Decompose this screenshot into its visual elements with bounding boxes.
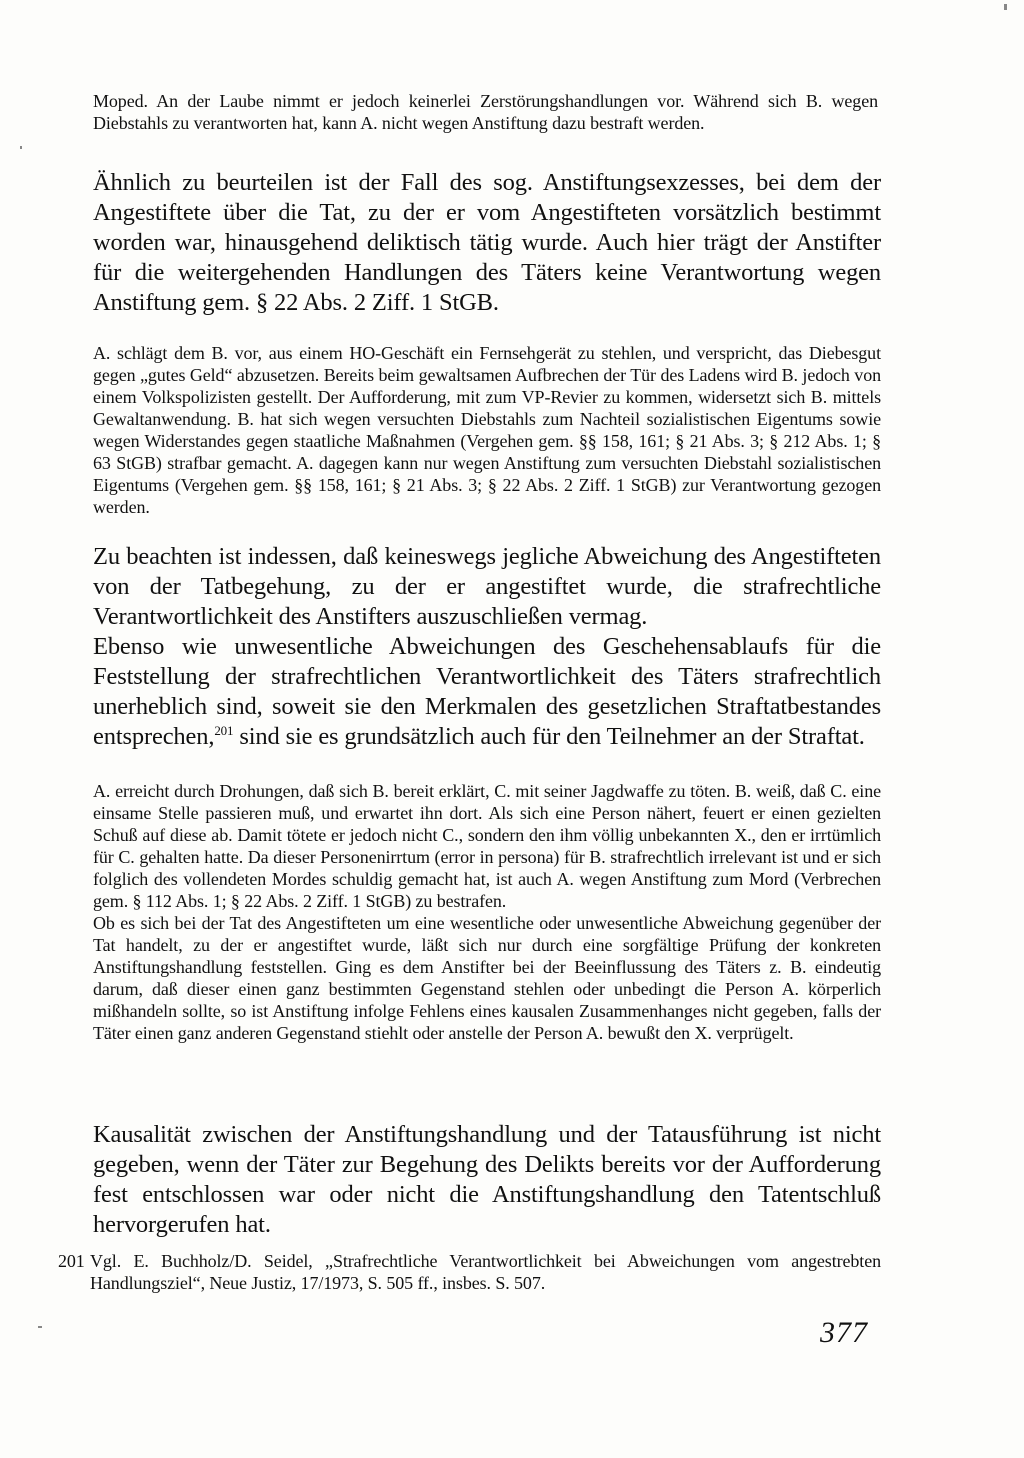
main-paragraph-3: Kausalität zwischen der Anstiftungshandlung und der Tatausführung ist nicht gegeben, wenn der Täter zur Begehung des Delikts bereits vor der Aufforderung fest entschlossen war oder nicht die Anstiftungshandlung den Tatentschluß hervorgerufen hat. — [93, 1121, 881, 1238]
scan-speck — [20, 146, 22, 149]
main-paragraph-1: Ähnlich zu beurteilen ist der Fall des sog. Anstiftungsexzesses, bei dem der Angestiftete über die Tat, zu der er vom Angestifteten vorsätzlich bestimmt worden war, hinausgehend deliktisch tätig wurde. Auch hier trägt der Anstifter für die weitergehenden Handlungen des Täters keine Verantwortung wegen Anstiftung gem. § 22 Abs. 2 Ziff. 1 StGB. — [93, 169, 881, 316]
example-paragraph-2b: Ob es sich bei der Tat des Angestifteten um eine wesentliche oder unwesentliche Abweichung gegenüber der Tat handelt, zu der er angestiftet wurde, läßt sich nur durch eine sorgfältige Prüfung der konkreten Anstiftungshandlung feststellen. Ging es dem Anstifter bei der Beeinflussung des Täters z. B. eindeutig darum, daß dieser einen ganz bestimmten Gegenstand stehlen oder unbedingt die Person A. körperlich mißhandeln sollte, so ist Anstiftung infolge Fehlens eines kausalen Zusammenhanges nicht gegeben, falls der Täter einen ganz anderen Gegenstand stiehlt oder anstelle der Person A. bewußt den X. verprügelt. — [93, 913, 881, 1043]
example-paragraph-2 — [93, 780, 881, 1044]
intro-example-text: Moped. An der Laube nimmt er jedoch keinerlei Zerstörungshandlungen vor. Während sich B. wegen Diebstahls zu verantworten hat, kann A. nicht wegen Anstiftung dazu bestraft werden. — [93, 91, 878, 133]
example-paragraph-2a: A. erreicht durch Drohungen, daß sich B. bereit erklärt, C. mit seiner Jagdwaffe zu töten. B. weiß, daß C. eine einsame Stelle passieren muß, und erwartet ihn dort. Als sich eine Person nähert, feuert er einen gezielten Schuß auf diese ab. Damit tötete er jedoch nicht C., sondern den ihm völlig unbekannten X., den er irrtümlich für C. gehalten hatte. Da dieser Personenirrtum (error in persona) für B. strafrechtlich irrelevant ist und er sich folglich des vollendeten Mordes schuldig gemacht hat, ist auch A. wegen Anstiftung zum Mord (Verbrechen gem. § 112 Abs. 1; § 22 Abs. 2 Ziff. 1 StGB) zu bestrafen. — [93, 781, 881, 911]
example-paragraph-1: A. schlägt dem B. vor, aus einem HO-Geschäft ein Fernsehgerät zu stehlen, und verspricht, das Diebesgut gegen „gutes Geld“ abzusetzen. Bereits beim gewaltsamen Aufbrechen der Tür des Ladens wird B. jedoch von einem Volkspolizisten gestellt. Der Aufforderung, mit zum VP-Revier zu kommen, widersetzt sich B. mittels Gewaltanwendung. B. hat sich wegen versuchten Diebstahls zum Nachteil sozialistischen Eigentums sowie wegen Widerstandes gegen staatliche Maßnahmen (Vergehen gem. §§ 158, 161; § 21 Abs. 3; § 212 Abs. 1; § 63 StGB) strafbar gemacht. A. dagegen kann nur wegen Anstiftung zum versuchten Diebstahl sozialistischen Eigentums (Vergehen gem. §§ 158, 161; § 21 Abs. 3; § 22 Abs. 2 Ziff. 1 StGB) zur Verantwortung gezogen werden. — [93, 343, 881, 517]
main-paragraph-2 — [93, 542, 881, 752]
main-paragraph-2a: Zu beachten ist indessen, daß keineswegs jegliche Abweichung des Angestifteten von der Tatbegehung, zu der er angestiftet wurde, die strafrechtliche Verantwortlichkeit des Anstifters auszuschließen vermag. — [93, 543, 881, 630]
footnote — [58, 1250, 881, 1294]
main-paragraph-2b-text: Ebenso wie unwesentliche Abweichungen des Geschehensablaufs für die Feststellung der strafrechtlichen Verantwortlichkeit des Täters strafrechtlich unerheblich sind, soweit sie den Merkmalen des gesetzlichen Straftatbestandes entsprechen, — [93, 633, 881, 750]
page-number: 377 — [820, 1316, 868, 1349]
footnote-number: 201 — [58, 1251, 85, 1271]
main-paragraph-2b — [93, 632, 881, 752]
main-paragraph-2b-tail: sind sie es grundsätzlich auch für den Teilnehmer an der Straftat. — [233, 723, 865, 750]
scan-speck — [1004, 4, 1007, 10]
footnote-reference: 201 — [214, 722, 234, 738]
footnote-text: Vgl. E. Buchholz/D. Seidel, „Strafrechtliche Verantwortlichkeit bei Abweichungen vom angestrebten Handlungsziel“, Neue Justiz, 17/1973, S. 505 ff., insbes. S. 507. — [90, 1251, 881, 1293]
scan-speck — [38, 1326, 42, 1328]
